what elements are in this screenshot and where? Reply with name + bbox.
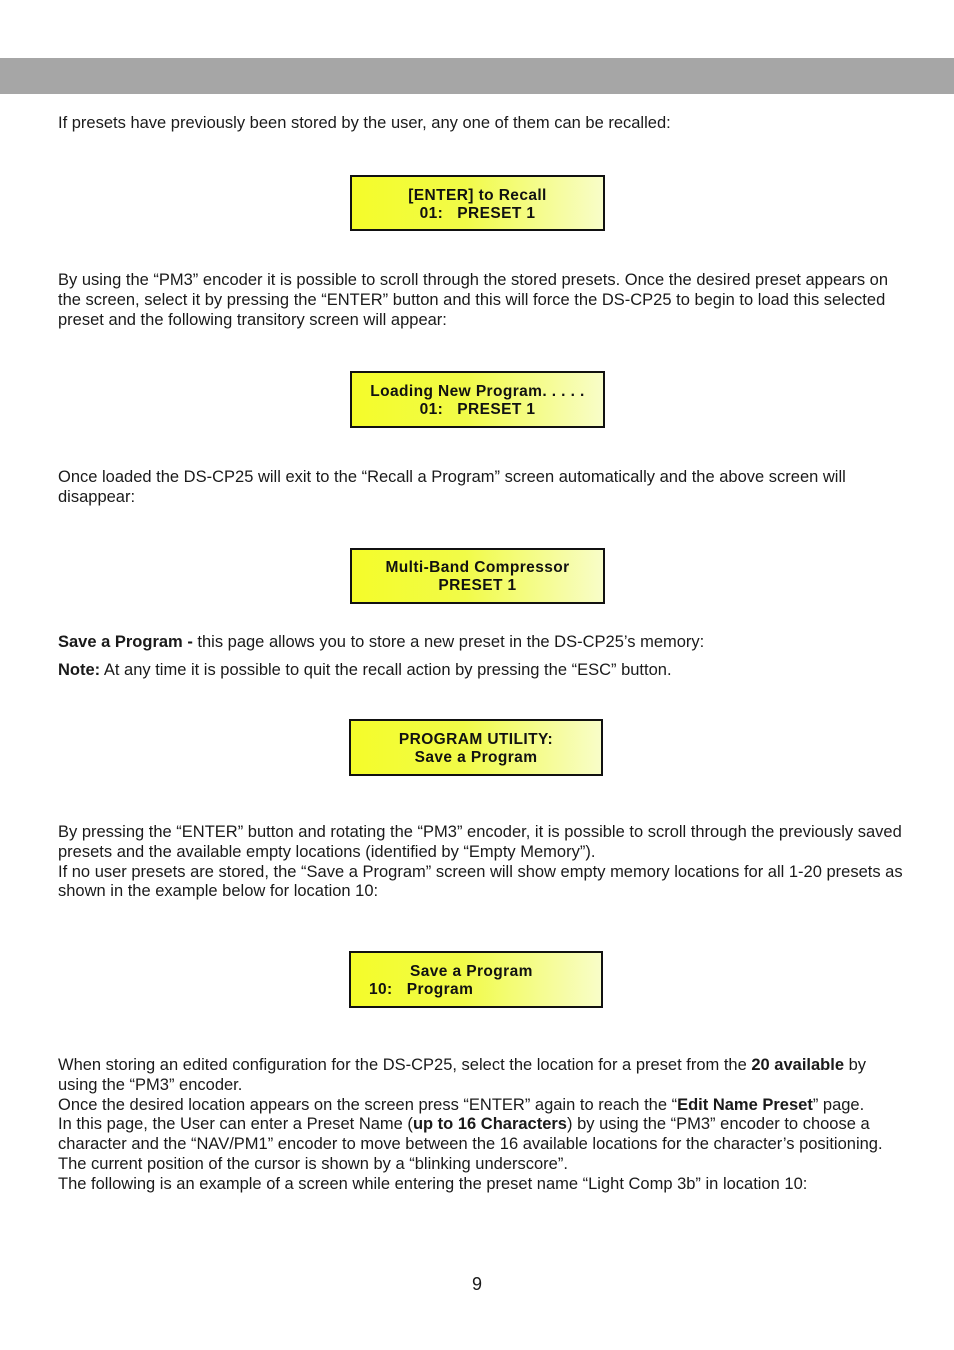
cursor-text: The current position of the cursor is shown by a “blinking underscore”. [58,1154,568,1173]
scroll-locations-paragraph [58,823,903,902]
bold-run: Edit Name Preset [677,1095,813,1114]
note-label: Note: [58,661,101,679]
scroll-locations-text: By pressing the “ENTER” button and rotating the “PM3” encoder, it is possible to scroll through the previously saved presets and the available empty locations (identified by “Empty Memory”). [58,823,902,861]
lcd-line-1: [ENTER] to Recall [408,187,547,204]
lcd-line-2: Save a Program [414,749,538,766]
lcd-screen-multiband [350,548,605,604]
bold-run: 20 available [751,1056,845,1074]
text-run: ” page. [812,1095,865,1114]
text-run: by using the “PM3” encoder. [58,1056,867,1094]
note-text: At any time it is possible to quit the recall action by pressing the “ESC” button. [100,661,672,679]
lcd-screen-loading [350,371,605,428]
save-program-paragraph [58,633,903,653]
example-text: The following is an example of a screen while entering the preset name “Light Comp 3b” in location 10: [58,1174,808,1193]
edit-name-text [58,1096,903,1116]
lcd-line-2: 01: PRESET 1 [419,401,536,418]
lcd-line-1: Save a Program [410,963,533,980]
lcd-screen-program-utility [349,719,603,776]
note-paragraph [58,661,903,681]
save-program-text: this page allows you to store a new preset in the DS-CP25’s memory: [192,633,705,651]
scroll-presets-paragraph: By using the “PM3” encoder it is possible to scroll through the stored presets. Once the desired preset appears on the screen, select it by pressing the “ENTER” button and this will force the DS-CP25 to begin to load this selected preset and the following transitory screen will appear: [58,271,889,329]
intro-paragraph: If presets have previously been stored by the user, any one of them can be recalled: [58,114,671,132]
preset-name-text [58,1115,903,1155]
save-program-heading: Save a Program - [58,633,193,651]
storing-paragraph [58,1056,903,1195]
text-run: In this page, the User can enter a Preset Name ( [58,1115,413,1134]
storing-location-text [58,1056,903,1096]
lcd-screen-save-program [349,951,603,1008]
page-number: 9 [471,1274,482,1294]
lcd-screen-recall [350,175,605,231]
lcd-line-1: Loading New Program. . . . . [370,383,585,400]
lcd-line-2: 01: PRESET 1 [419,205,536,222]
header-bar [0,58,954,94]
text-run: Once the desired location appears on the screen press “ENTER” again to reach the “ [58,1095,678,1114]
empty-locations-text: If no user presets are stored, the “Save a Program” screen will show empty memory locations for all 1-20 presets as shown in the example below for location 10: [58,862,903,901]
text-run: When storing an edited configuration for the DS-CP25, select the location for a preset from the [58,1056,752,1074]
loaded-paragraph: Once loaded the DS-CP25 will exit to the “Recall a Program” screen automatically and the above screen will disappear: [58,468,846,506]
lcd-line-2: PRESET 1 [438,577,517,594]
lcd-line-1: Multi-Band Compressor [385,559,570,576]
lcd-line-2: 10: Program [369,981,474,998]
bold-run: up to 16 Characters [412,1115,567,1134]
lcd-line-1: PROGRAM UTILITY: [398,731,554,748]
text-run: ) by using the “PM3” encoder to choose a character and the “NAV/PM1” encoder to move between the 16 available locations for the character’s positioning. [58,1115,883,1154]
